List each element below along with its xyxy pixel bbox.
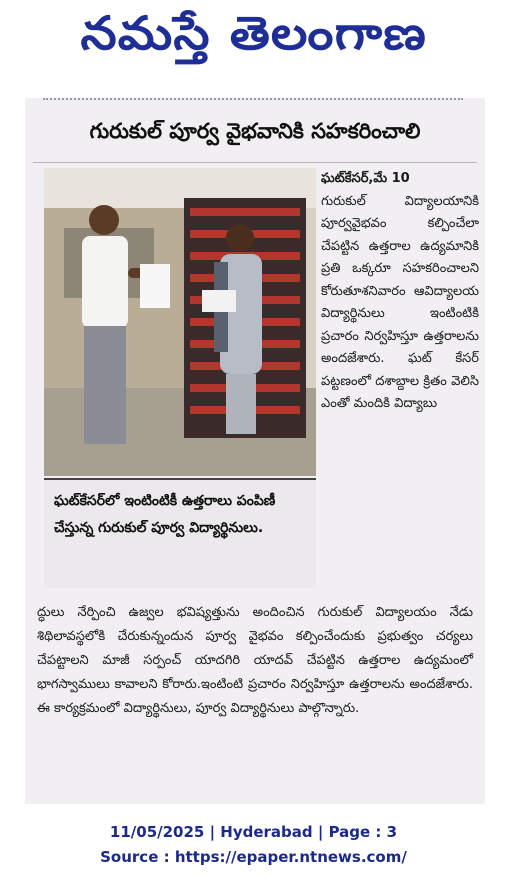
page-footer [0,820,507,870]
masthead-title: నమస్తే తెలంగాణ [80,6,427,60]
article-photo [44,168,316,476]
photo-caption: ఘట్‌కేసర్‌లో ఇంటింటికీ ఉత్తరాలు పంపిణీ చేస్తున్న గురుకుల్‌ పూర్వ విద్యార్థినులు. [54,493,276,536]
headline-divider [33,162,477,163]
article-dateline: ఘట్‌కేసర్‌,మే 10 [321,171,410,186]
clipping-cut-edge [43,98,463,106]
footer-source-link[interactable]: Source : https://epaper.ntnews.com/ [100,848,407,866]
newspaper-masthead [0,0,507,78]
article-headline: గురుకుల్‌ పూర్వ వైభవానికి సహకరించాలి [89,119,421,143]
article-clipping [25,98,485,804]
photo-illustration [44,168,316,476]
article-column [321,168,479,416]
article-body-continued: ద్ధులు నేర్పించి ఉజ్వల భవిష్యత్తును అందించిన గురుకుల్‌ విద్యాలయం నేడు శిథిలావస్థలోకి చేరుకున్నందున పూర్వ వైభవం కల్పించేందుకు ప్రభుత్వం చర్యలు చేపట్టాలని మాజీ సర్పంచ్‌ యాదగిరి యాదవ్‌ చేపట్టిన ఉత్తరాల ఉద్యమంలో భాగస్వాములు కావాలని కోరారు.ఇంటింటి ప్రచారం నిర్వహిస్తూ ఉత్తరాలను అందజేశారు. ఈ కార్యక్రమంలో విద్యార్థినులు, పూర్వ విద్యార్థినులు పాల్గొన్నారు. [37,605,473,716]
footer-edition-info: 11/05/2025 | Hyderabad | Page : 3 [109,823,398,841]
photo-caption-box [44,478,316,588]
article-column-text: గురుకుల్‌ విద్యాలయానికి పూర్వవైభవం కల్పించేలా చేపట్టిన ఉత్తరాల ఉద్యమానికి ప్రతి ఒక్కరూ సహకరించాలని కోరుతూశనివారం ఆవిద్యాలయ విద్యార్థినులు ఇంటింటికి ప్రచారం నిర్వహిస్తూ ఉత్తరాలను అందజేశారు. ఘట్ కేసర్‌ పట్టణంలో దశాబ్దాల క్రితం వెలిసి ఎంతో మందికి విద్యాబు [321,193,479,411]
